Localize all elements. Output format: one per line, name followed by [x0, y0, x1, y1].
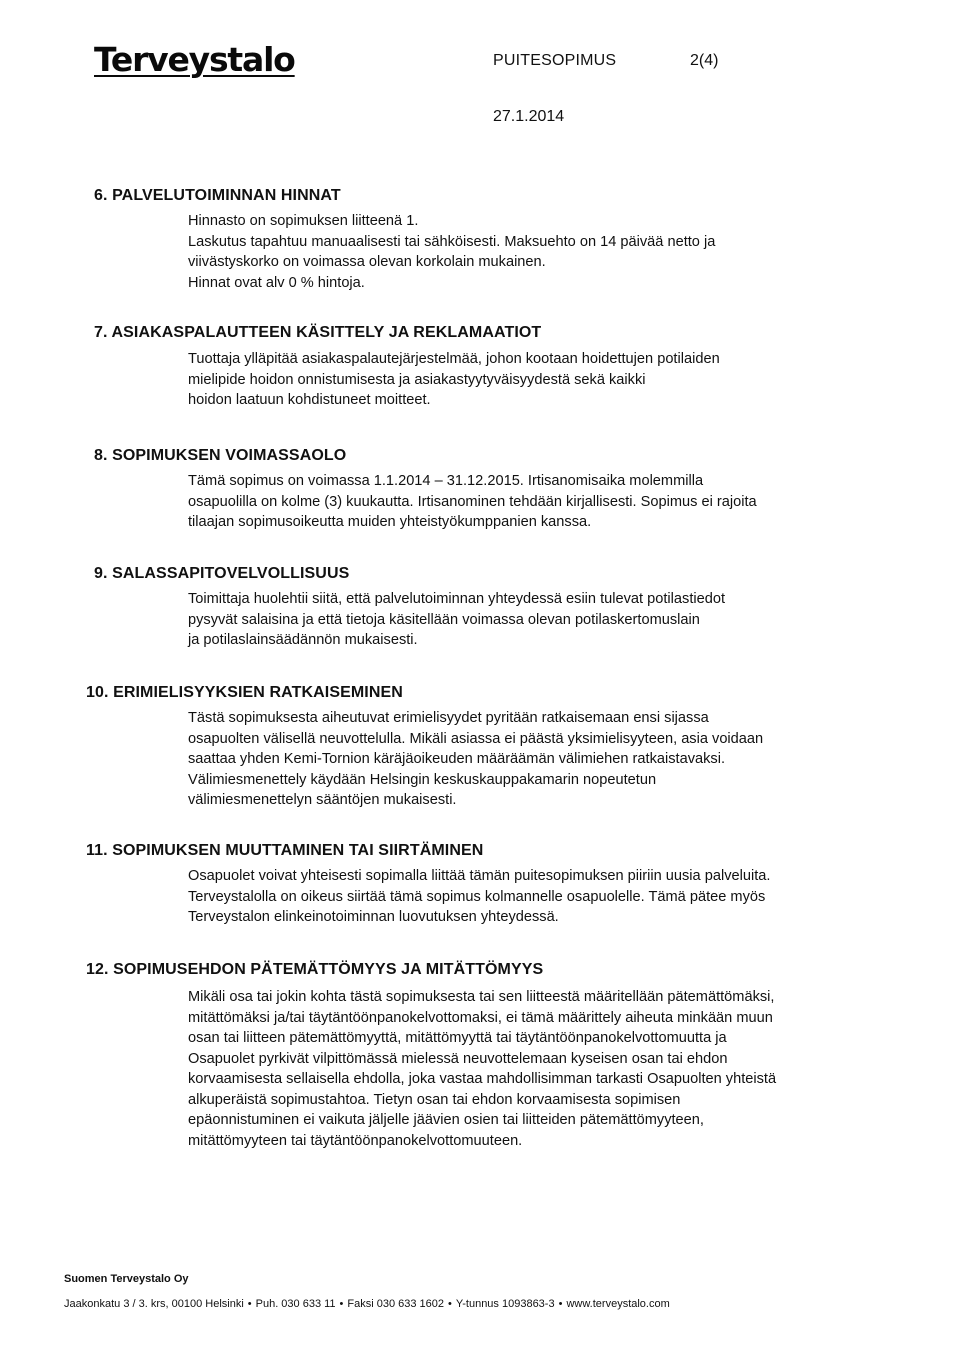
terveystalo-logo: Terveystalo [94, 40, 295, 79]
section-11-line: Osapuolet voivat yhteisesti sopimalla liittää tämän puitesopimuksen piiriin uusia palveluita. [188, 868, 771, 884]
bullet-separator: • [558, 1298, 563, 1310]
section-11-line: Terveystalon elinkeinotoiminnan luovutuksen yhteydessä. [188, 909, 559, 925]
section-10-line: osapuolten välisellä neuvottelulla. Mikäli asiassa ei päästä yksimielisyyteen, asia voidaan [188, 730, 764, 747]
section-12-line: Osapuolet pyrkivät vilpittömässä mielessä neuvottelemaan kyseisen osan tai ehdon [188, 1050, 728, 1067]
section-12-line: alkuperäistä sopimustahtoa. Tietyn osan tai ehdon korvaamisesta sopimisen [188, 1091, 681, 1108]
section-11-line: Terveystalolla on oikeus siirtää tämä sopimus kolmannelle osapuolelle. Tämä pätee myös [188, 888, 766, 905]
section-12-line: mitättömäksi ja/tai täytäntöönpanokelvottomaksi, ei tämä määrittely aiheuta minkään muun [188, 1009, 773, 1026]
footer-website-link[interactable]: www.terveystalo.com [566, 1298, 670, 1310]
section-7-line: hoidon laatuun kohdistuneet moitteet. [188, 392, 431, 408]
footer-phone: Puh. 030 633 11 [255, 1298, 336, 1310]
section-10-line: Välimiesmenettely käydään Helsingin keskuskauppakamarin nopeutetun [188, 771, 657, 788]
footer-fax: Faksi 030 633 1602 [347, 1298, 445, 1310]
section-10-line: saattaa yhden Kemi-Tornion käräjäoikeuden määräämän välimiehen ratkaistavaksi. [188, 751, 726, 767]
section-11-body [188, 866, 838, 928]
section-6-line: Hinnat ovat alv 0 % hintoja. [188, 274, 365, 291]
footer-contact-line [64, 1298, 670, 1310]
section-12-line: korvaamisesta sellaisella ehdolla, joka vastaa mahdollisimman tarkasti Osapuolten yhteistä [188, 1071, 777, 1087]
section-7-body [188, 349, 838, 411]
document-date: 27.1.2014 [493, 108, 565, 125]
page-number: 2(4) [690, 52, 719, 69]
section-6-line: viivästyskorko on voimassa olevan korkolain mukainen. [188, 254, 546, 270]
section-6-title: 6. PALVELUTOIMINNAN HINNAT [94, 187, 341, 204]
section-12-body [188, 987, 838, 1151]
document-type: PUITESOPIMUS [493, 52, 617, 69]
section-8-line: osapuolilla on kolme (3) kuukautta. Irtisanominen tehdään kirjallisesti. Sopimus ei rajoita [188, 493, 757, 510]
section-10-line: Tästä sopimuksesta aiheutuvat erimielisyydet pyritään ratkaisemaan ensi sijassa [188, 710, 709, 726]
section-8-title: 8. SOPIMUKSEN VOIMASSAOLO [94, 447, 347, 464]
section-7-line: Tuottaja ylläpitää asiakaspalautejärjestelmää, johon kootaan hoidettujen potilaiden [188, 351, 720, 367]
section-12-line: epäonnistuminen ei vaikuta jäljelle jäävien osien tai liitteiden pätemättömyyteen, [188, 1112, 704, 1128]
footer-company-name: Suomen Terveystalo Oy [64, 1273, 189, 1285]
section-6-body [188, 211, 838, 293]
bullet-separator: • [247, 1298, 252, 1310]
section-10-body [188, 708, 838, 811]
section-12-line: Mikäli osa tai jokin kohta tästä sopimuksesta tai sen liitteestä määritellään pätemättömäksi, [188, 989, 775, 1005]
section-10-line: välimiesmenettelyn sääntöjen mukaisesti. [188, 792, 457, 808]
footer-business-id: Y-tunnus 1093863-3 [455, 1298, 555, 1310]
section-6-line: Hinnasto on sopimuksen liitteenä 1. [188, 213, 419, 229]
section-7-title: 7. ASIAKASPALAUTTEEN KÄSITTELY JA REKLAMAATIOT [94, 324, 542, 341]
section-8-line: Tämä sopimus on voimassa 1.1.2014 – 31.12.2015. Irtisanomisaika molemmilla [188, 473, 704, 489]
section-10-title: 10. ERIMIELISYYKSIEN RATKAISEMINEN [86, 684, 403, 701]
bullet-separator: • [339, 1298, 344, 1310]
section-9-line: ja potilaslainsäädännön mukaisesti. [188, 632, 418, 648]
section-9-line: pysyvät salaisina ja että tietoja käsitellään voimassa olevan potilaskertomuslain [188, 611, 700, 628]
section-11-title: 11. SOPIMUKSEN MUUTTAMINEN TAI SIIRTÄMINEN [86, 842, 484, 859]
section-12-title: 12. SOPIMUSEHDON PÄTEMÄTTÖMYYS JA MITÄTTÖMYYS [86, 961, 544, 978]
section-12-line: osan tai liitteen pätemättömyyttä, mitättömyyttä tai täytäntöönpanokelvottomuutta ja [188, 1030, 727, 1046]
section-9-line: Toimittaja huolehtii siitä, että palvelutoiminnan yhteydessä esiin tulevat potilastiedot [188, 591, 726, 607]
section-7-line: mielipide hoidon onnistumisesta ja asiakastyytyväisyydestä sekä kaikki [188, 371, 646, 388]
section-9-title: 9. SALASSAPITOVELVOLLISUUS [94, 565, 350, 582]
section-8-body [188, 471, 838, 533]
section-6-line: Laskutus tapahtuu manuaalisesti tai sähköisesti. Maksuehto on 14 päivää netto ja [188, 233, 716, 250]
section-12-line: mitättömyyteen tai täytäntöönpanokelvottomuuteen. [188, 1132, 523, 1149]
footer-address: Jaakonkatu 3 / 3. krs, 00100 Helsinki [64, 1298, 244, 1310]
section-9-body [188, 589, 838, 651]
bullet-separator: • [448, 1298, 452, 1310]
section-8-line: tilaajan sopimusoikeutta muiden yhteistyökumppanien kanssa. [188, 514, 592, 530]
